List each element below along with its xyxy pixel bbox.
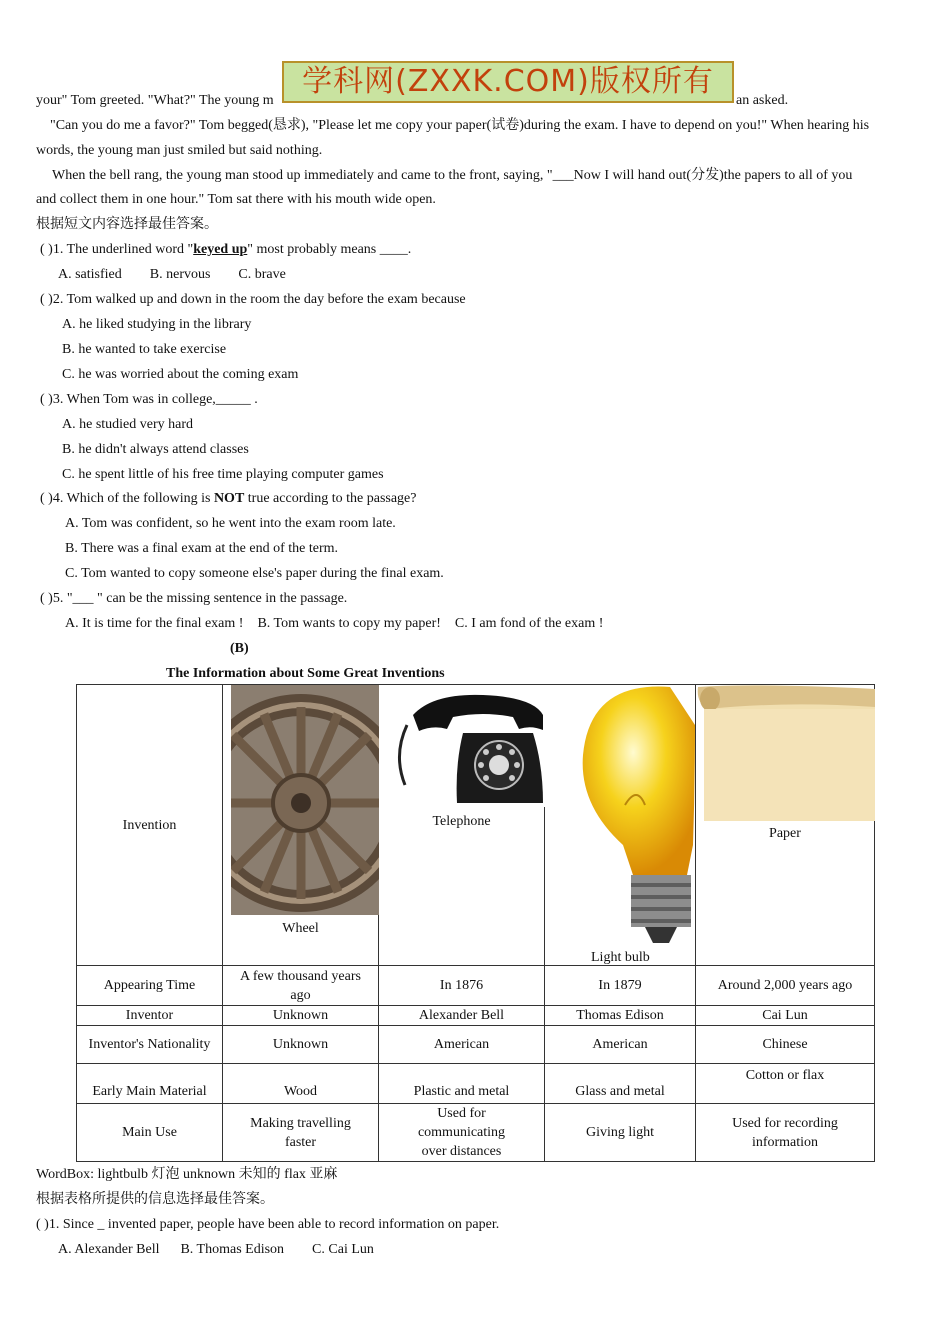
wheel-cell <box>223 685 379 966</box>
question-3-option-c: C. he spent little of his free time playing computer games <box>62 467 384 482</box>
light-bulb-time: In 1879 <box>545 966 696 1006</box>
section-b-question-1-options: A. Alexander Bell B. Thomas Edison C. Cai Lun <box>58 1242 374 1257</box>
question-4-option-c: C. Tom wanted to copy someone else's paper during the final exam. <box>65 566 444 581</box>
section-a-instruction: 根据短文内容选择最佳答案。 <box>36 217 218 232</box>
story-line-4: When the bell rang, the young man stood up immediately and came to the front, saying, "___Now I will hand out(分发)the papers to all of you <box>52 168 853 183</box>
keyed-up-word: keyed up <box>193 242 248 257</box>
question-4-stem: ( )4. Which of the following is NOT true according to the passage? <box>40 491 417 506</box>
question-3-option-a: A. he studied very hard <box>62 417 194 432</box>
paper-material: Cotton or flax <box>696 1064 875 1104</box>
inventions-table <box>76 684 875 1162</box>
wordbox: WordBox: lightbulb 灯泡 unknown 未知的 flax 亚麻 <box>36 1167 338 1182</box>
story-line-1-left: your" Tom greeted. "What?" The young m <box>36 93 274 108</box>
table-row-invention <box>77 685 875 966</box>
table-row-inventor <box>77 1006 875 1026</box>
question-5-stem: ( )5. "___ " can be the missing sentence in the passage. <box>40 591 348 606</box>
question-4-option-a: A. Tom was confident, so he went into the exam room late. <box>65 516 396 531</box>
light-bulb-caption: Light bulb <box>591 950 650 965</box>
paper-cell <box>696 685 875 966</box>
watermark-banner: 学科网(ZXXK.COM)版权所有 <box>282 61 734 103</box>
wheel-time: A few thousand years ago <box>223 966 379 1006</box>
table-title: The Information about Some Great Inventions <box>166 666 445 681</box>
story-line-3: words, the young man just smiled but said nothing. <box>36 143 323 158</box>
row-label-main-use: Main Use <box>77 1104 223 1162</box>
row-label-invention: Invention <box>77 685 223 966</box>
telephone-caption: Telephone <box>432 814 491 829</box>
question-2-option-a: A. he liked studying in the library <box>62 317 252 332</box>
wheel-caption: Wheel <box>282 921 319 936</box>
question-2-option-b: B. he wanted to take exercise <box>62 342 227 357</box>
wheel-image <box>231 685 379 915</box>
question-2-option-c: C. he was worried about the coming exam <box>62 367 299 382</box>
telephone-image <box>393 685 545 807</box>
question-5-options: A. It is time for the final exam ! B. Tom wants to copy my paper! C. I am fond of the exam ! <box>65 616 604 631</box>
paper-nationality: Chinese <box>696 1026 875 1064</box>
table-row-appearing-time <box>77 966 875 1006</box>
telephone-time: In 1876 <box>379 966 545 1006</box>
story-line-5: and collect them in one hour." Tom sat there with his mouth wide open. <box>36 192 436 207</box>
light-bulb-cell <box>545 685 696 966</box>
section-b-label: (B) <box>230 641 249 656</box>
story-line-1-right: an asked. <box>736 93 789 108</box>
telephone-use: Used for communicating over distances <box>379 1104 545 1162</box>
table-row-main-use <box>77 1104 875 1162</box>
question-3-option-b: B. he didn't always attend classes <box>62 442 249 457</box>
wheel-nationality: Unknown <box>223 1026 379 1064</box>
story-line-2: "Can you do me a favor?" Tom begged(恳求), "Please let me copy your paper(试卷)during the exam. I have to depend on you!" When hearing his <box>50 118 870 133</box>
section-b-question-1-stem: ( )1. Since _ invented paper, people have been able to record information on paper. <box>36 1217 500 1232</box>
row-label-appearing-time: Appearing Time <box>77 966 223 1006</box>
question-4-option-b: B. There was a final exam at the end of the term. <box>65 541 339 556</box>
paper-use: Used for recording information <box>696 1104 875 1162</box>
telephone-material: Plastic and metal <box>379 1064 545 1104</box>
light-bulb-use: Giving light <box>545 1104 696 1162</box>
question-1-options: A. satisfied B. nervous C. brave <box>58 267 286 282</box>
row-label-material: Early Main Material <box>77 1064 223 1104</box>
light-bulb-inventor: Thomas Edison <box>545 1006 696 1026</box>
paper-inventor: Cai Lun <box>696 1006 875 1026</box>
telephone-cell <box>379 685 545 966</box>
light-bulb-nationality: American <box>545 1026 696 1064</box>
table-row-nationality <box>77 1026 875 1064</box>
light-bulb-image <box>575 685 695 947</box>
paper-caption: Paper <box>769 826 801 841</box>
telephone-nationality: American <box>379 1026 545 1064</box>
section-b-instruction: 根据表格所提供的信息选择最佳答案。 <box>36 1192 274 1207</box>
question-1-stem: ( )1. The underlined word "keyed up" most probably means ____. <box>40 242 412 257</box>
row-label-nationality: Inventor's Nationality <box>77 1026 223 1064</box>
question-3-stem: ( )3. When Tom was in college,_____ . <box>40 392 258 407</box>
table-row-material <box>77 1064 875 1104</box>
row-label-inventor: Inventor <box>77 1006 223 1026</box>
question-2-stem: ( )2. Tom walked up and down in the room the day before the exam because <box>40 292 466 307</box>
wheel-inventor: Unknown <box>223 1006 379 1026</box>
wheel-material: Wood <box>223 1064 379 1104</box>
paper-scroll-image <box>696 685 875 821</box>
wheel-use: Making travelling faster <box>223 1104 379 1162</box>
paper-time: Around 2,000 years ago <box>696 966 875 1006</box>
light-bulb-material: Glass and metal <box>545 1064 696 1104</box>
telephone-inventor: Alexander Bell <box>379 1006 545 1026</box>
